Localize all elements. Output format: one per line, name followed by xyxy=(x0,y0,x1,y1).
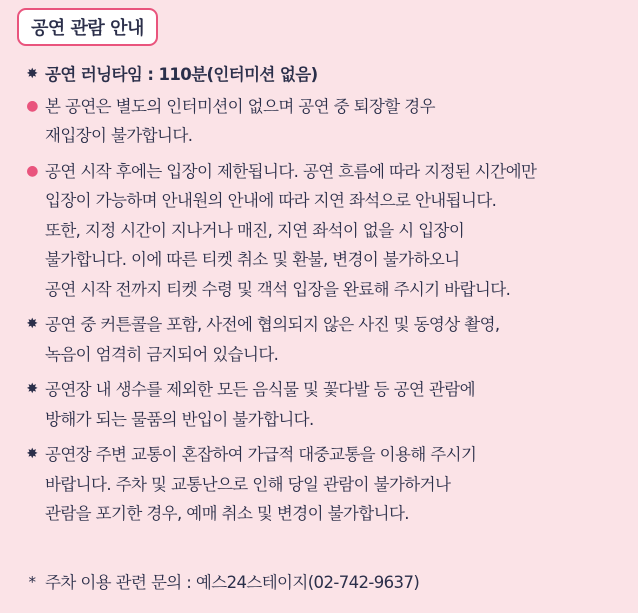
parking-contact-note xyxy=(22,568,419,597)
notice-item-text: 공연 러닝타임 : 110분(인터미션 없음) xyxy=(45,65,318,84)
notice-item-text: 본 공연은 별도의 인터미션이 없으며 공연 중 퇴장할 경우 재입장이 불가합니다. xyxy=(45,96,435,145)
gear-bullet-icon: ✸ xyxy=(26,381,38,397)
notice-item-text: 공연장 내 생수를 제외한 모든 음식물 및 꽃다발 등 공연 관람에 방해가 되는 물품의 반입이 불가합니다. xyxy=(45,380,475,429)
notice-list xyxy=(22,60,628,535)
asterisk-bullet-icon: * xyxy=(28,573,36,591)
notice-item-food xyxy=(22,375,628,434)
dot-bullet-icon: ● xyxy=(26,162,38,179)
notice-item-text: 공연장 주변 교통이 혼잡하여 가급적 대중교통을 이용해 주시기 바랍니다. 주차 및 교통난으로 인해 당일 관람이 불가하거나 관람을 포기한 경우, 예매 취소 및 변경이 불가합니다. xyxy=(45,445,477,523)
notice-item-recording xyxy=(22,310,628,369)
dot-bullet-icon: ● xyxy=(26,97,38,114)
section-title: 공연 관람 안내 xyxy=(31,18,144,39)
notice-item-text: 공연 중 커튼콜을 포함, 사전에 협의되지 않은 사진 및 동영상 촬영, 녹음이 엄격히 금지되어 있습니다. xyxy=(45,315,500,364)
section-title-badge xyxy=(17,8,158,46)
notice-item-traffic xyxy=(22,440,628,529)
notice-item-runtime xyxy=(22,60,628,90)
notice-item-text: 공연 시작 후에는 입장이 제한됩니다. 공연 흐름에 따라 지정된 시간에만 입장이 가능하며 안내원의 안내에 따라 지연 좌석으로 안내됩니다. 또한, 지정 시간이 지나거나 매진, 지연 좌석이 없을 시 입장이 불가합니다. 이에 따른 티켓 취소 및 환불, 변경이 불가하오니 공연 시작 전까지 티켓 수령 및 객석 입장을 완료해 주시기 바랍니다. xyxy=(45,161,537,299)
gear-bullet-icon: ✸ xyxy=(26,316,38,332)
notice-item-late-entry xyxy=(22,157,628,305)
gear-bullet-icon: ✸ xyxy=(26,446,38,462)
notice-item-reentry xyxy=(22,92,628,151)
parking-contact-text: 주차 이용 관련 문의 : 예스24스테이지(02-742-9637) xyxy=(45,573,420,592)
gear-bullet-icon: ✸ xyxy=(26,66,38,82)
